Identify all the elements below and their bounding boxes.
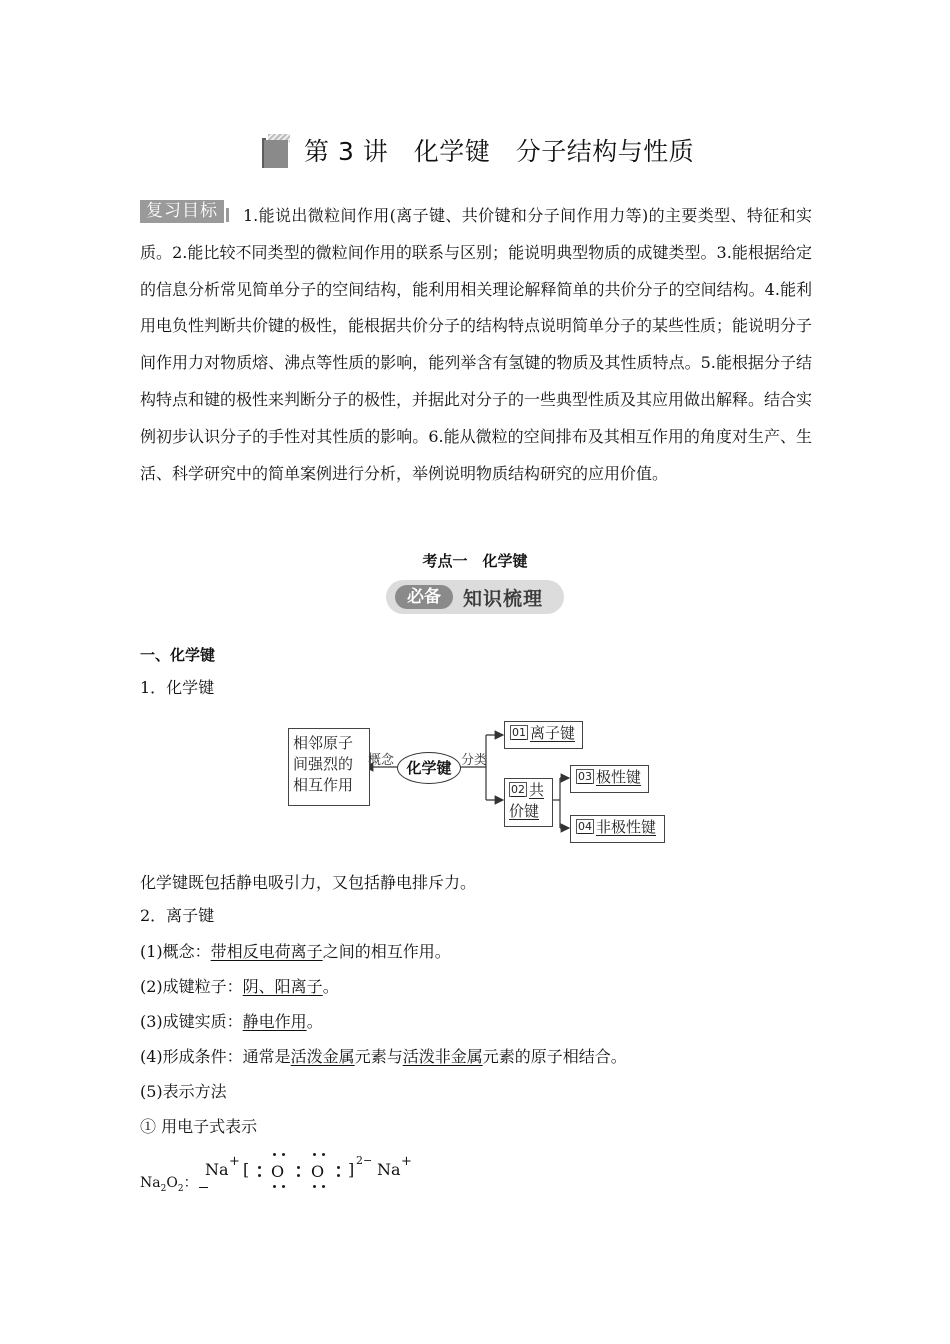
electron-dot (258, 1174, 261, 1177)
section-title: 考点一 化学键 (422, 552, 528, 570)
objectives-text: 1.能说出微粒间作用(离子键、共价键和分子间作用力等)的主要类型、特征和实质。2.能比较不同类型的微粒间作用的联系与区别；能说明典型物质的成键类型。3.能根据给定的信息分析常见简单分子的空间结构，能利用相关理论解释简单的共价分子的空间结构。4.能利用电负性判断共价键的极性，能根据共价分子的结构特点说明简单分子的某些性质；能说明分子间作用力对物质熔、沸点等性质的影响，能列举含有氢键的物质及其性质特点。5.能根据分子结构特点和键的极性来判断分子的极性，并据此对分子的一些典型性质及其应用做出解释。结合实例初步认识分子的手性对其性质的影响。6.能从微粒的空间排布及其相互作用的角度对生产、生活、科学研究中的简单案例进行分析，举例说明物质结构研究的应用价值。 (140, 206, 813, 483)
polar-bond-box (570, 765, 649, 793)
concept-line-2: 间强烈的 (293, 755, 354, 773)
electron-dot (273, 1153, 276, 1156)
covalent-text-1: 共 (529, 781, 545, 799)
item-concept: (1)概念：带相反电荷离子之间的相互作用。 (140, 942, 451, 961)
objectives-badge: 复习目标 (140, 200, 224, 223)
electron-dot (337, 1166, 340, 1169)
electron-dot (337, 1174, 340, 1177)
blank-number-03: 03 (578, 770, 592, 783)
right-bracket: ] (348, 1160, 355, 1179)
subheading-ionic-bond: 2．离子键 (140, 906, 215, 925)
item-representation: (5)表示方法 (140, 1082, 227, 1101)
center-node: 化学键 (397, 752, 461, 784)
answer-underline: 活泼金属 (290, 1047, 355, 1066)
ionic-bond-box (504, 721, 583, 749)
blank-number-01: 01 (512, 726, 526, 739)
plus-charge-2: + (401, 1154, 412, 1169)
concept-box (288, 728, 370, 806)
heading-chemical-bond: 一、化学键 (140, 646, 216, 664)
item-condition: (4)形成条件：通常是活泼金属元素与活泼非金属元素的原子相结合。 (140, 1047, 627, 1066)
sodium-ion-2: Na (377, 1160, 401, 1179)
note-text: 化学键既包括静电吸引力，又包括静电排斥力。 (140, 873, 477, 892)
plus-charge-1: + (229, 1154, 240, 1169)
electron-dot (273, 1185, 276, 1188)
electron-dot (282, 1185, 285, 1188)
bracket-charge: 2− (356, 1154, 373, 1167)
covalent-text-2: 价键 (509, 802, 540, 820)
polar-bond-text: 极性键 (596, 768, 642, 786)
answer-underline: 静电作用 (242, 1012, 307, 1031)
electron-dot (322, 1185, 325, 1188)
chemical-bond-diagram (280, 708, 670, 846)
left-bracket: [ (243, 1160, 250, 1179)
oxygen-atom-1: O (271, 1162, 285, 1181)
answer-blank-line (199, 1187, 208, 1188)
item-particles: (2)成键粒子：阴、阳离子。 (140, 977, 339, 996)
nonpolar-bond-text: 非极性键 (596, 818, 657, 836)
blank-number-04: 04 (578, 820, 592, 833)
answer-underline: 阴、阳离子 (242, 977, 323, 996)
pill-right-label: 知识梳理 (463, 587, 544, 610)
electron-dot (322, 1153, 325, 1156)
subheading-chemical-bond: 1．化学键 (140, 678, 215, 697)
book-icon (262, 132, 292, 168)
answer-underline: 带相反电荷离子 (210, 942, 323, 961)
pill-left-label: 必备 (395, 585, 453, 609)
sodium-ion-1: Na (205, 1160, 229, 1179)
lesson-title-text: 第 3 讲 化学键 分子结构与性质 (304, 137, 695, 166)
ionic-bond-text: 离子键 (530, 724, 576, 742)
concept-line-3: 相互作用 (293, 776, 354, 794)
formula-label: $Na_2O_2$： (140, 1175, 198, 1194)
nonpolar-bond-box (570, 815, 665, 843)
blank-number-02: 02 (511, 783, 525, 796)
electron-dot (297, 1166, 300, 1169)
electron-dot (282, 1153, 285, 1156)
electron-dot (297, 1174, 300, 1177)
lesson-title (262, 128, 694, 172)
knowledge-pill (386, 580, 564, 614)
electron-dot (258, 1166, 261, 1169)
concept-label: 概念 (368, 753, 395, 768)
electron-dot (313, 1153, 316, 1156)
item-electron-formula: ① 用电子式表示 (140, 1117, 258, 1136)
classify-label: 分类 (461, 753, 488, 768)
concept-line-1: 相邻原子 (293, 734, 354, 752)
covalent-bond-box (504, 778, 553, 827)
oxygen-atom-2: O (311, 1162, 325, 1181)
electron-dot (313, 1185, 316, 1188)
item-essence: (3)成键实质：静电作用。 (140, 1012, 323, 1031)
answer-underline: 活泼非金属 (402, 1047, 483, 1066)
